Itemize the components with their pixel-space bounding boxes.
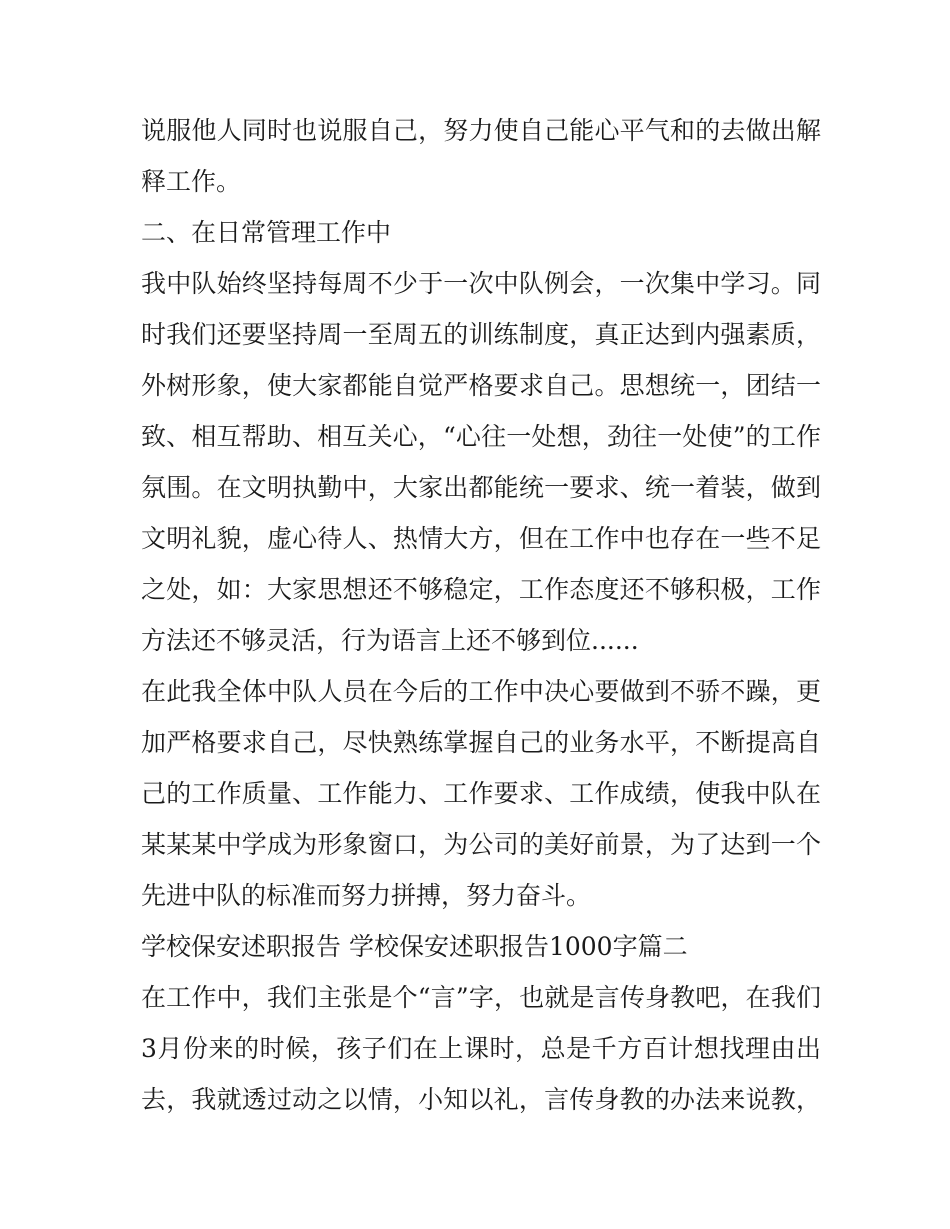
text-line: 己的工作质量、工作能力、工作要求、工作成绩，使我中队在 <box>141 779 821 808</box>
text-line: 在工作中，我们主张是个“言”字，也就是言传身教吧，在我们 <box>141 983 821 1012</box>
text-line: 3月份来的时候，孩子们在上课时，总是千方百计想找理由出 <box>141 1034 821 1063</box>
body-text <box>141 105 821 1125</box>
article-title: 学校保安述职报告 学校保安述职报告1000字篇二 <box>141 932 688 961</box>
text-line: 去，我就透过动之以情，小知以礼，言传身教的办法来说教， <box>141 1085 821 1114</box>
text-line: 我中队始终坚持每周不少于一次中队例会，一次集中学习。同 <box>141 269 821 298</box>
text-line: 方法还不够灵活，行为语言上还不够到位...... <box>141 626 639 655</box>
text-line: 加严格要求自己，尽快熟练掌握自己的业务水平，不断提高自 <box>141 728 821 757</box>
text-line: 在此我全体中队人员在今后的工作中决心要做到不骄不躁，更 <box>141 677 821 706</box>
text-line: 说服他人同时也说服自己，努力使自己能心平气和的去做出解 <box>141 116 821 145</box>
text-line: 之处，如：大家思想还不够稳定，工作态度还不够积极，工作 <box>141 575 821 604</box>
text-line: 致、相互帮助、相互关心，“心往一处想，劲往一处使”的工作 <box>141 422 821 451</box>
text-line: 外树形象，使大家都能自觉严格要求自己。思想统一，团结一 <box>141 371 821 400</box>
text-line: 时我们还要坚持周一至周五的训练制度，真正达到内强素质， <box>141 320 821 349</box>
text-line: 释工作。 <box>141 167 242 196</box>
section-heading: 二、在日常管理工作中 <box>141 218 392 247</box>
text-line: 某某某中学成为形象窗口，为公司的美好前景，为了达到一个 <box>141 830 821 859</box>
text-line: 文明礼貌，虚心待人、热情大方，但在工作中也存在一些不足 <box>141 524 821 553</box>
text-line: 氛围。在文明执勤中，大家出都能统一要求、统一着装，做到 <box>141 473 821 502</box>
text-line: 先进中队的标准而努力拼搏，努力奋斗。 <box>141 881 592 910</box>
